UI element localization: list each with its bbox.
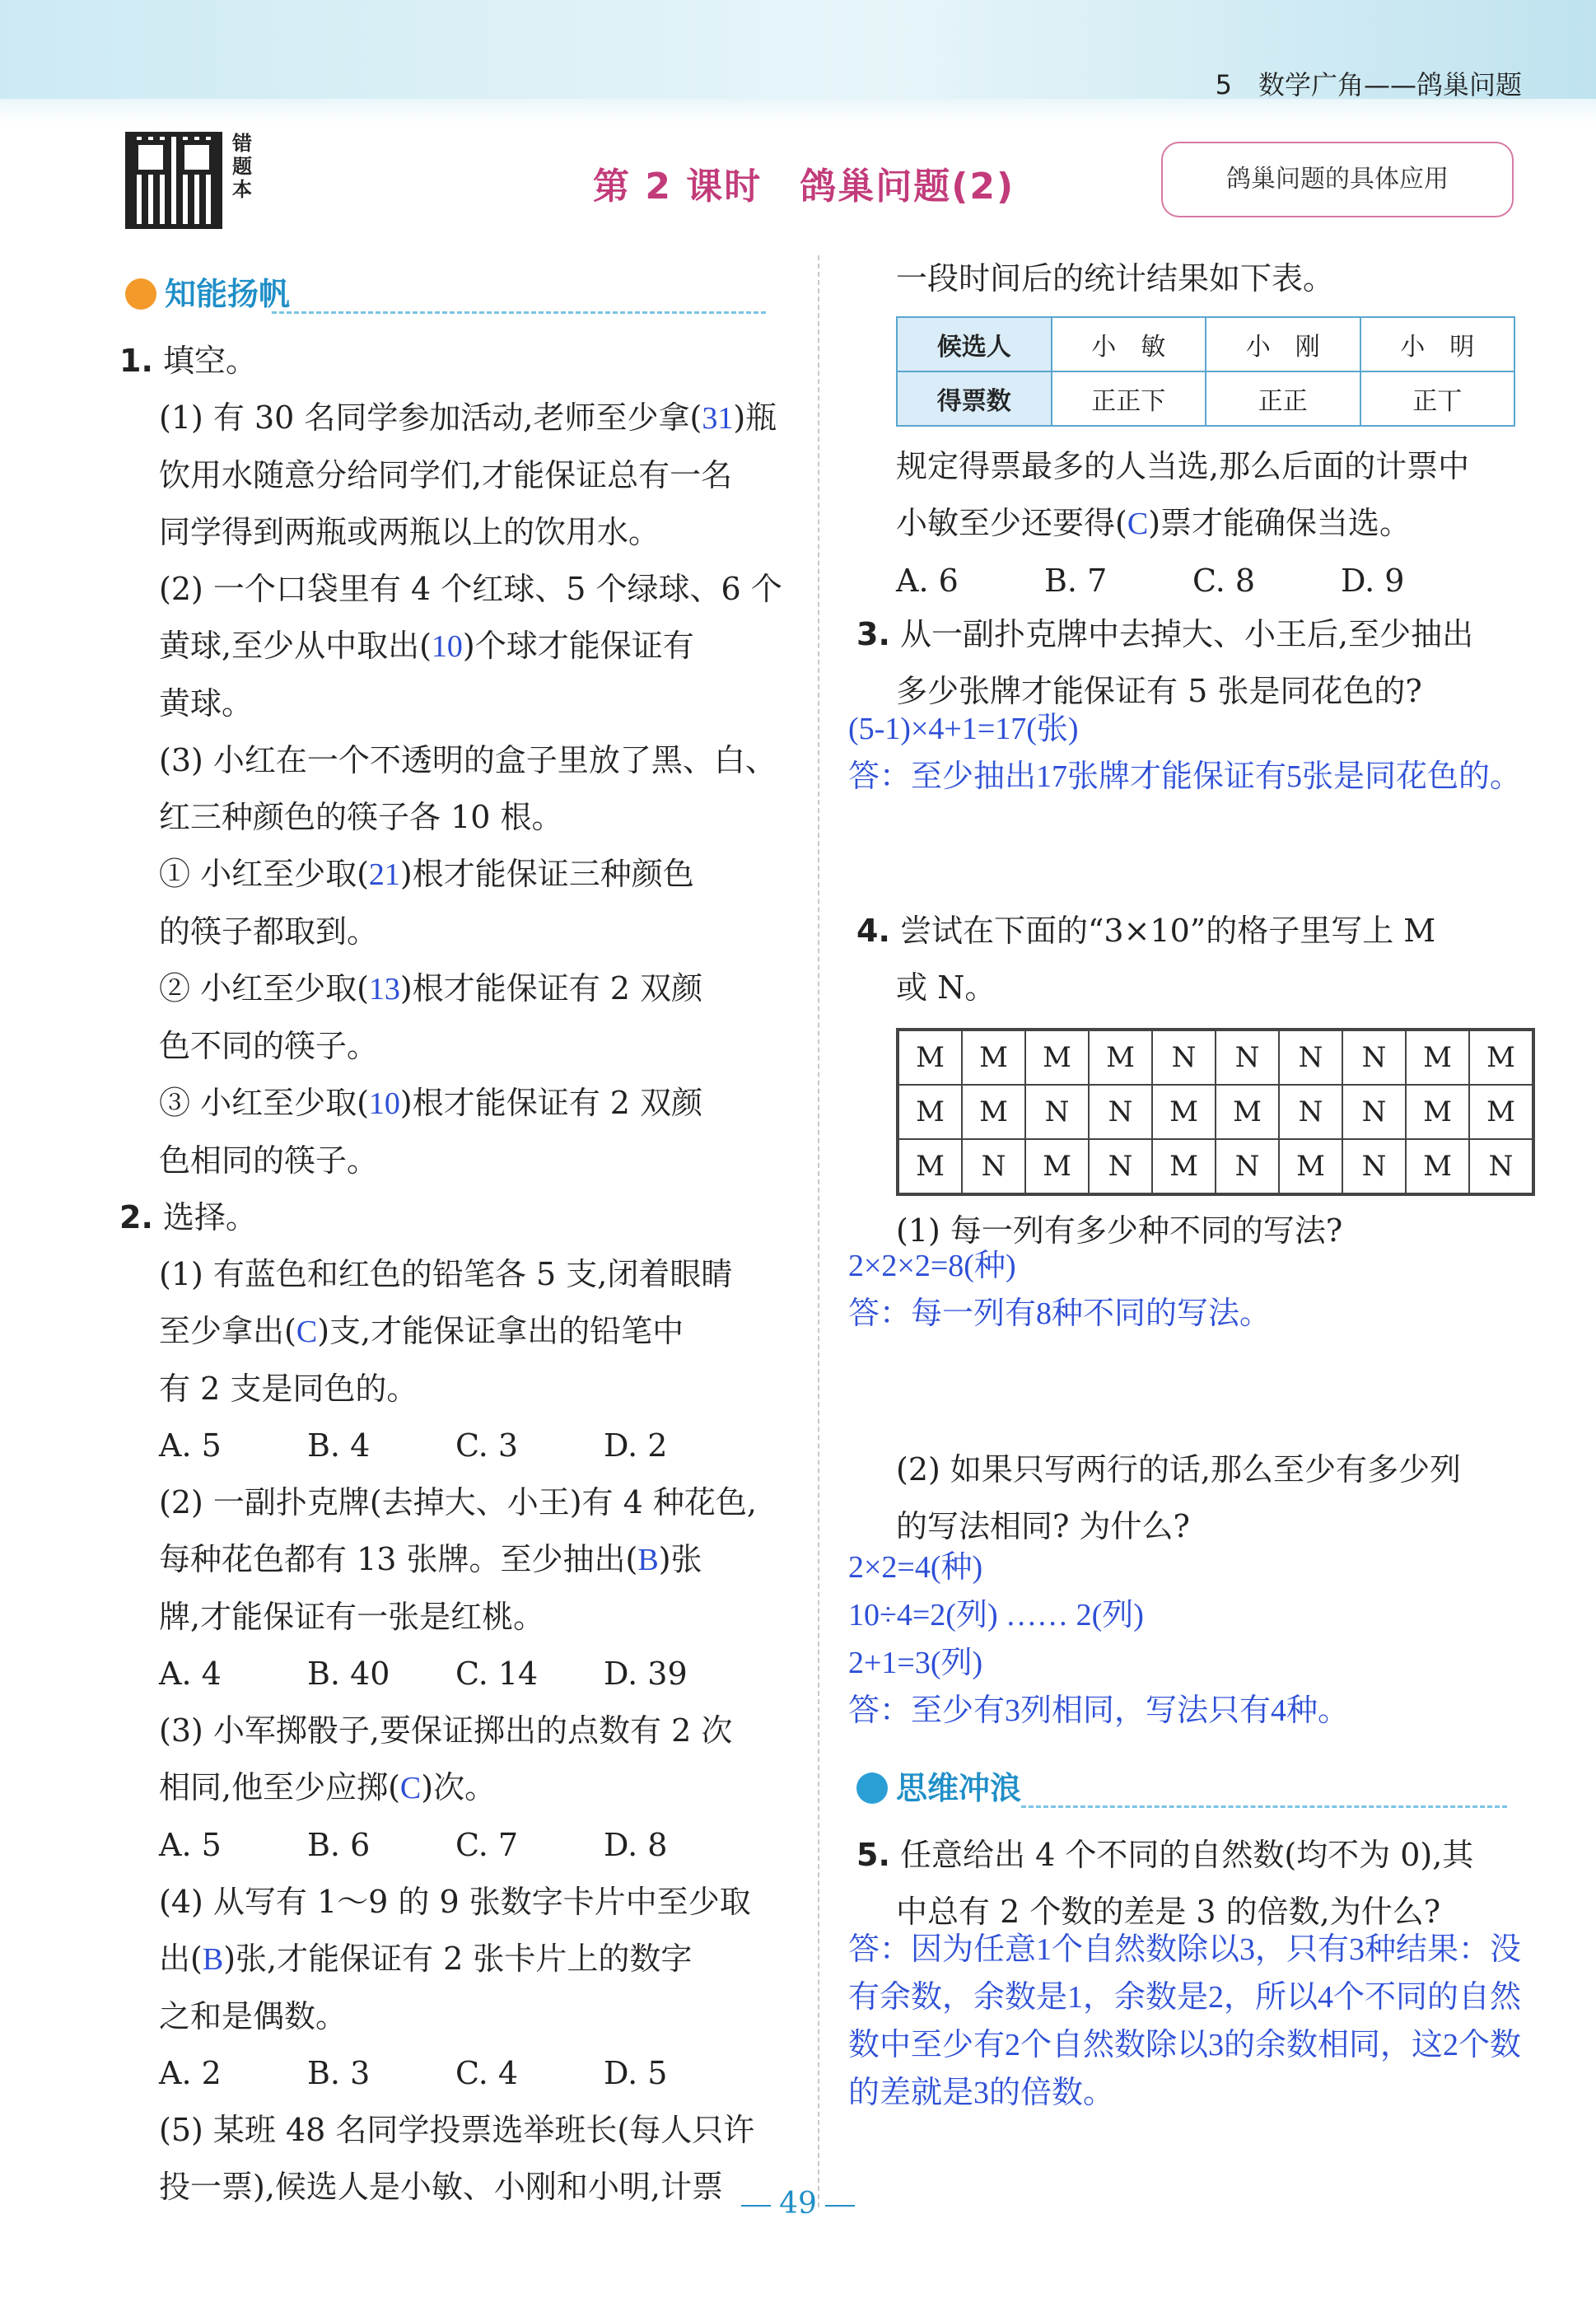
q2-p4-line2: 出(B)张,才能保证有 2 张卡片上的数字 (159, 1941, 693, 1977)
option: B. 7 (1044, 563, 1108, 599)
q2-p4-options (119, 2045, 795, 2102)
option: A. 6 (896, 563, 959, 599)
page-number: 49 (0, 2187, 1596, 2221)
qr-label: 错题本 (232, 132, 252, 201)
grid-cell: M (1406, 1030, 1469, 1085)
answer-q1-3-2: 13 (368, 972, 400, 1007)
option: C. 3 (455, 1427, 519, 1464)
vote-table-header: 小 刚 (1206, 317, 1360, 371)
answer-q1-2: 10 (431, 629, 463, 664)
grid-cell: N (1089, 1139, 1152, 1194)
q4-line1: 4. 尝试在下面的“3×10”的格子里写上 M (856, 913, 1436, 949)
grid-cell: N (1342, 1085, 1406, 1139)
grid-cell: N (1279, 1085, 1342, 1139)
grid-cell: N (1152, 1030, 1216, 1085)
vote-table (896, 316, 1515, 427)
option: D. 2 (604, 1427, 668, 1464)
lesson-title: 第 2 课时 鸽巢问题(2) (593, 166, 1015, 208)
q1-p2-line3: 黄球。 (159, 685, 254, 722)
grid-cell: M (962, 1030, 1025, 1085)
q1-p1-line1: (1) 有 30 名同学参加活动,老师至少拿(31)瓶 (159, 399, 777, 436)
answer-q2-3: C (399, 1771, 422, 1805)
qr-code-icon[interactable] (125, 132, 222, 229)
grid-cell: M (1406, 1139, 1469, 1194)
option: A. 5 (159, 1827, 222, 1863)
answer-q2-4: B (202, 1942, 224, 1977)
grid-cell: M (1216, 1085, 1279, 1139)
q4-p2-answer-line1: 2×2=4(种) (848, 1550, 983, 1585)
q4-p2-answer-line4: 答：至少有3列相同，写法只有4种。 (848, 1693, 1350, 1728)
grid-cell: M (1406, 1085, 1469, 1139)
grid-cell: M (1279, 1139, 1342, 1194)
section-heading-2: 思维冲浪 (856, 1763, 1021, 1808)
q1-p1-line2: 饮用水随意分给同学们,才能保证总有一名 (159, 457, 733, 493)
q5-line2: 中总有 2 个数的差是 3 的倍数,为什么? (896, 1894, 1441, 1930)
section-divider-2 (1021, 1805, 1507, 1808)
q1-p2-line1: (2) 一个口袋里有 4 个红球、5 个绿球、6 个 (159, 571, 782, 607)
grid-cell: N (1469, 1139, 1533, 1194)
grid-cell: M (1025, 1139, 1089, 1194)
q5-line1: 5. 任意给出 4 个不同的自然数(均不为 0),其 (856, 1837, 1474, 1873)
q2-p1-options (119, 1418, 795, 1474)
q4-p2-answer-line2: 10÷4=2(列) …… 2(列) (848, 1598, 1144, 1632)
chapter-title: 5 数学广角——鸽巢问题 (1215, 69, 1522, 100)
grid-cell: N (1089, 1085, 1152, 1139)
vote-table-cell: 正正 (1206, 371, 1360, 426)
q3-line1: 3. 从一副扑克牌中去掉大、小王后,至少抽出 (856, 616, 1474, 652)
question-5 (856, 1827, 1565, 1941)
option: C. 7 (455, 1827, 519, 1863)
grid-cell: N (1342, 1030, 1406, 1085)
vote-table-cell: 得票数 (897, 371, 1052, 426)
q2-p3-options (119, 1817, 795, 1874)
q2-p3-line1: (3) 小军掷骰子,要保证掷出的点数有 2 次 (159, 1712, 733, 1749)
grid-cell: M (1089, 1030, 1152, 1085)
q1-p2-line2: 黄球,至少从中取出(10)个球才能保证有 (159, 628, 694, 664)
q3-answer-line2: 答：至少抽出17张牌才能保证有5张是同花色的。 (848, 759, 1522, 794)
q5-answer-line4: 的差就是3的倍数。 (848, 2076, 1115, 2110)
q2-p2-line3: 牌,才能保证有一张是红桃。 (159, 1599, 545, 1635)
answer-q2-2: B (637, 1543, 659, 1577)
grid-cell: N (962, 1139, 1025, 1194)
q4-p2-answer-line3: 2+1=3(列) (848, 1646, 983, 1680)
sail-icon (125, 278, 156, 310)
q1-s3-line2: 色相同的筷子。 (159, 1142, 379, 1179)
option: D. 39 (604, 1656, 688, 1692)
lesson-subtitle: 鸽巢问题的具体应用 (1161, 142, 1514, 217)
option: C. 8 (1192, 563, 1256, 599)
q2-p5-line2: 投一票),候选人是小敏、小刚和小明,计票 (159, 2169, 723, 2205)
grid-row (898, 1139, 1533, 1194)
q5-answer-line3: 数中至少有2个自然数除以3的余数相同，这2个数 (848, 2028, 1522, 2062)
q4-p2-line1: (2) 如果只写两行的话,那么至少有多少列 (896, 1451, 1461, 1488)
option: B. 6 (307, 1827, 371, 1863)
grid-cell: N (1342, 1139, 1406, 1194)
right-column-top (896, 250, 1555, 307)
q3-answer-line1: (5-1)×4+1=17(张) (848, 712, 1079, 746)
grid-cell: M (898, 1085, 962, 1139)
q4-p1-text: (1) 每一列有多少种不同的写法? (896, 1212, 1343, 1249)
q2-p1-line3: 有 2 支是同色的。 (159, 1371, 418, 1407)
grid-cell: M (962, 1085, 1025, 1139)
q4-p1-answer-line1: 2×2×2=8(种) (848, 1249, 1016, 1283)
q2-p1-line1: (1) 有蓝色和红色的铅笔各 5 支,闭着眼睛 (159, 1256, 733, 1292)
q1-s2-line2: 色不同的筷子。 (159, 1028, 379, 1064)
q2-p5-options (896, 553, 1555, 610)
grid-cell: N (1216, 1030, 1279, 1085)
grid-cell: M (898, 1030, 962, 1085)
q2-p2-line1: (2) 一副扑克牌(去掉大、小王)有 4 种花色, (159, 1484, 757, 1520)
right-column-q2-5 (896, 438, 1555, 610)
q3-line2: 多少张牌才能保证有 5 张是同花色的? (896, 673, 1422, 709)
q2-p2-options (119, 1646, 795, 1702)
grid-cell: M (898, 1139, 962, 1194)
vote-table-header: 小 敏 (1052, 317, 1206, 371)
vote-table-header: 候选人 (897, 317, 1052, 371)
grid-cell: M (1469, 1085, 1533, 1139)
answer-q1-3-1: 21 (368, 857, 400, 892)
q2-p4-line3: 之和是偶数。 (159, 1998, 348, 2034)
q5-answer (848, 1926, 1573, 2117)
q5-answer-line2: 有余数，余数是1，余数是2，所以4个不同的自然 (848, 1980, 1522, 2015)
option: B. 4 (307, 1427, 371, 1464)
grid-cell: N (1216, 1139, 1279, 1194)
mn-grid (896, 1028, 1535, 1196)
vote-table-header: 小 明 (1360, 317, 1515, 371)
option: B. 40 (307, 1656, 390, 1692)
option: A. 2 (159, 2055, 222, 2091)
option: A. 5 (159, 1427, 222, 1464)
q4-p1-answer-line2: 答：每一列有8种不同的写法。 (848, 1296, 1272, 1331)
answer-q1-3-3: 10 (368, 1086, 400, 1121)
q2-p1-line2: 至少拿出(C)支,才能保证拿出的铅笔中 (159, 1313, 684, 1349)
q1-p3-line1: (3) 小红在一个不透明的盒子里放了黑、白、 (159, 742, 777, 778)
question-1-stem: 1. 填空。 (119, 343, 257, 379)
q1-p1-line3: 同学得到两瓶或两瓶以上的饮用水。 (159, 514, 660, 550)
header-band-fade (0, 99, 1596, 124)
answer-q2-1: C (296, 1315, 318, 1349)
q4-line2: 或 N。 (896, 969, 996, 1006)
option: A. 4 (159, 1656, 222, 1692)
wave-icon (856, 1773, 888, 1804)
question-2-stem: 2. 选择。 (119, 1199, 257, 1235)
left-column (119, 333, 795, 2216)
vote-table-cell: 正丅 (1360, 371, 1515, 426)
q1-p3-line2: 红三种颜色的筷子各 10 根。 (159, 799, 563, 835)
option: D. 8 (604, 1827, 668, 1863)
grid-cell: N (1279, 1030, 1342, 1085)
q2-p3-line2: 相同,他至少应掷(C)次。 (159, 1769, 497, 1805)
q2-p2-line2: 每种花色都有 13 张牌。至少抽出(B)张 (159, 1541, 702, 1577)
q4-p1-answer (848, 1242, 1573, 1338)
option: C. 4 (455, 2055, 519, 2091)
grid-cell: M (1469, 1030, 1533, 1085)
q3-answer (848, 705, 1573, 801)
option: C. 14 (455, 1656, 539, 1692)
q5-answer-line1: 答：因为任意1个自然数除以3，只有3种结果：没 (848, 1932, 1522, 1967)
q1-s2-line1: ② 小红至少取(13)根才能保证有 2 双颜 (159, 970, 703, 1007)
q4-p2-answer (848, 1544, 1573, 1735)
q1-s1-line1: ① 小红至少取(21)根才能保证三种颜色 (159, 856, 694, 892)
grid-row (898, 1030, 1533, 1085)
option: B. 3 (307, 2055, 371, 2091)
column-divider (818, 255, 819, 2207)
q4-part2 (896, 1441, 1571, 1555)
q2-p5-line3: 一段时间后的统计结果如下表。 (896, 260, 1335, 297)
grid-cell: N (1025, 1085, 1089, 1139)
q4-p2-line2: 的写法相同? 为什么? (896, 1508, 1190, 1544)
question-3 (856, 606, 1565, 720)
section-heading-1: 知能扬帆 (125, 269, 290, 314)
answer-q2-5: C (1127, 507, 1149, 541)
grid-row (898, 1085, 1533, 1139)
q2-p5-line4: 规定得票最多的人当选,那么后面的计票中 (896, 448, 1470, 484)
q1-s3-line1: ③ 小红至少取(10)根才能保证有 2 双颜 (159, 1085, 703, 1121)
q2-p5-line5: 小敏至少还要得(C)票才能确保当选。 (896, 505, 1412, 541)
question-4 (856, 903, 1565, 1016)
grid-cell: M (1025, 1030, 1089, 1085)
grid-cell: M (1152, 1139, 1216, 1194)
answer-q1-1: 31 (702, 401, 734, 436)
option: D. 9 (1341, 563, 1405, 599)
vote-table-cell: 正正下 (1052, 371, 1206, 426)
grid-cell: M (1152, 1085, 1216, 1139)
q2-p5-line1: (5) 某班 48 名同学投票选举班长(每人只许 (159, 2112, 755, 2148)
option: D. 5 (604, 2055, 668, 2091)
section-divider-1 (272, 311, 766, 314)
q2-p4-line1: (4) 从写有 1～9 的 9 张数字卡片中至少取 (159, 1884, 751, 1920)
q1-s1-line2: 的筷子都取到。 (159, 913, 379, 950)
